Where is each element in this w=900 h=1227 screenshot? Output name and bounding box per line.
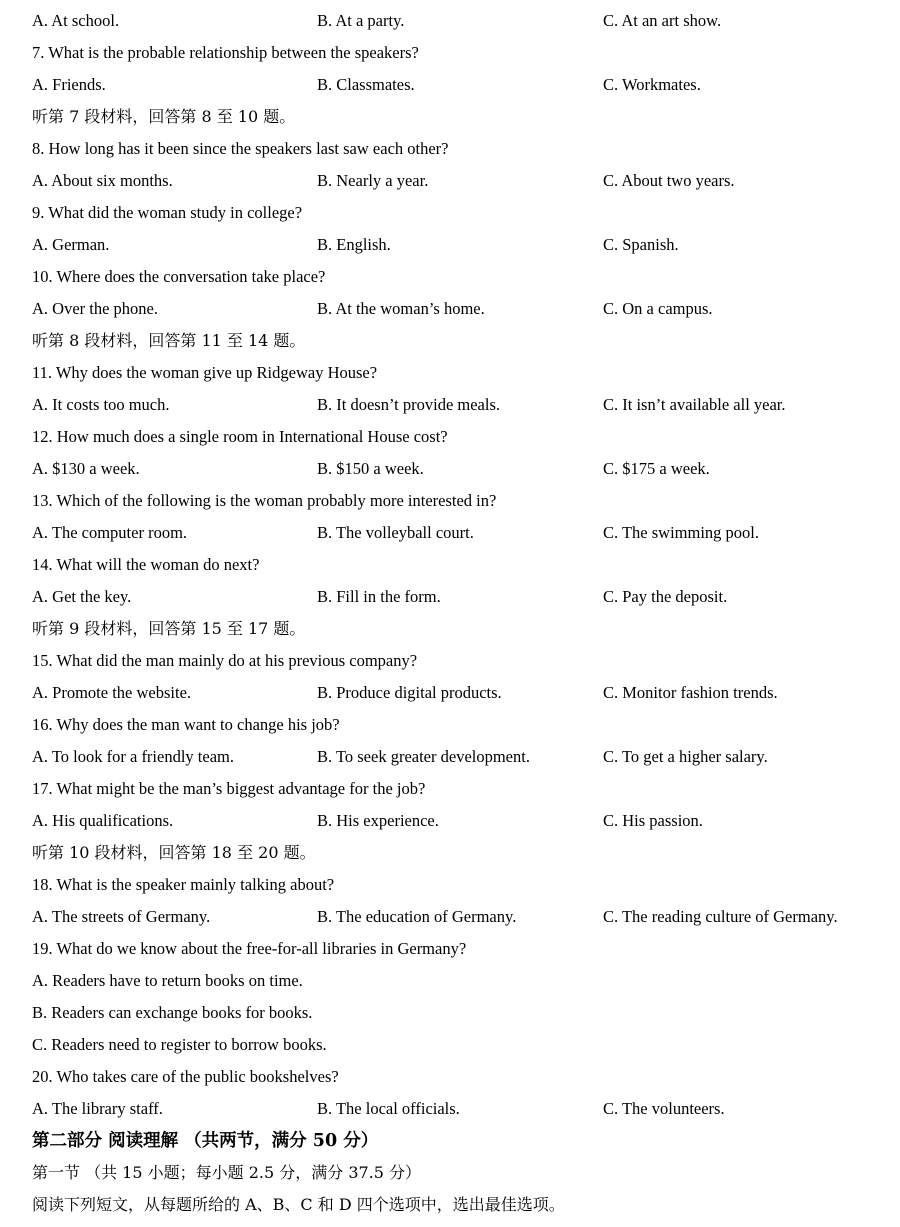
instruction-text: 听第 9 段材料，回答第 15 至 17 题。	[32, 619, 306, 638]
question-text: 15. What did the man mainly do at his previous company?	[32, 651, 418, 670]
question-line	[32, 37, 882, 69]
question-line	[32, 645, 882, 677]
option-a: A. It costs too much.	[32, 395, 170, 414]
question-text: 14. What will the woman do next?	[32, 555, 260, 574]
question-line	[32, 357, 882, 389]
question-text: 19. What do we know about the free-for-all libraries in Germany?	[32, 939, 467, 958]
option-c: C. Workmates.	[603, 75, 701, 94]
question-text: A. Readers have to return books on time.	[32, 971, 303, 990]
question-line	[32, 709, 882, 741]
option-a: A. Friends.	[32, 75, 106, 94]
option-b: B. The volleyball court.	[317, 523, 474, 542]
question-text: 11. Why does the woman give up Ridgeway House?	[32, 363, 378, 382]
option-b: B. Produce digital products.	[317, 683, 502, 702]
answer-options-row	[32, 901, 882, 933]
instruction-line	[32, 325, 882, 357]
question-line	[32, 933, 882, 965]
option-a: A. Get the key.	[32, 587, 132, 606]
option-b: B. English.	[317, 235, 391, 254]
instruction-line	[32, 1157, 882, 1189]
answer-options-row	[32, 517, 882, 549]
option-a: A. At school.	[32, 11, 120, 30]
question-text: 17. What might be the man’s biggest advantage for the job?	[32, 779, 426, 798]
option-c: C. The swimming pool.	[603, 523, 759, 542]
option-b: B. Nearly a year.	[317, 171, 429, 190]
instruction-text: 听第 7 段材料，回答第 8 至 10 题。	[32, 107, 296, 126]
instruction-line	[32, 1189, 882, 1221]
question-line	[32, 197, 882, 229]
answer-options-row	[32, 805, 882, 837]
option-c: C. $175 a week.	[603, 459, 710, 478]
option-c: C. Spanish.	[603, 235, 679, 254]
answer-options-row	[32, 229, 882, 261]
instruction-text: 听第 8 段材料，回答第 11 至 14 题。	[32, 331, 306, 350]
option-a: A. German.	[32, 235, 110, 254]
option-a: A. About six months.	[32, 171, 173, 190]
option-b: B. At a party.	[317, 11, 405, 30]
option-b: B. The local officials.	[317, 1099, 460, 1118]
answer-options-row	[32, 677, 882, 709]
question-text: 13. Which of the following is the woman probably more interested in?	[32, 491, 497, 510]
option-c: C. The reading culture of Germany.	[603, 907, 838, 926]
question-line	[32, 1061, 882, 1093]
option-a: A. His qualifications.	[32, 811, 174, 830]
exam-page	[32, 5, 882, 1221]
option-c: C. His passion.	[603, 811, 703, 830]
question-text: 10. Where does the conversation take place?	[32, 267, 326, 286]
option-c: C. Pay the deposit.	[603, 587, 728, 606]
question-text: 20. Who takes care of the public bookshelves?	[32, 1067, 339, 1086]
option-a: A. $130 a week.	[32, 459, 140, 478]
option-c: C. About two years.	[603, 171, 735, 190]
question-line	[32, 133, 882, 165]
option-a: A. The computer room.	[32, 523, 188, 542]
answer-options-row	[32, 389, 882, 421]
answer-options-row	[32, 165, 882, 197]
option-b: B. The education of Germany.	[317, 907, 517, 926]
question-text: 9. What did the woman study in college?	[32, 203, 303, 222]
option-b: B. At the woman’s home.	[317, 299, 485, 318]
instruction-text: 阅读下列短文，从每题所给的 A、B、C 和 D 四个选项中，选出最佳选项。	[32, 1195, 565, 1214]
question-line	[32, 965, 882, 997]
instruction-text: 听第 10 段材料，回答第 18 至 20 题。	[32, 843, 316, 862]
option-a: A. To look for a friendly team.	[32, 747, 234, 766]
option-a: A. The library staff.	[32, 1099, 163, 1118]
option-b: B. His experience.	[317, 811, 439, 830]
question-text: 8. How long has it been since the speakers last saw each other?	[32, 139, 449, 158]
instruction-line	[32, 613, 882, 645]
option-c: C. At an art show.	[603, 11, 722, 30]
option-b: B. Classmates.	[317, 75, 415, 94]
option-a: A. Over the phone.	[32, 299, 159, 318]
question-line	[32, 773, 882, 805]
answer-options-row	[32, 1093, 882, 1125]
option-b: B. Fill in the form.	[317, 587, 441, 606]
answer-options-row	[32, 5, 882, 37]
answer-options-row	[32, 741, 882, 773]
section-heading	[32, 1125, 882, 1157]
instruction-line	[32, 101, 882, 133]
option-b: B. It doesn’t provide meals.	[317, 395, 500, 414]
option-c: C. To get a higher salary.	[603, 747, 768, 766]
question-line	[32, 421, 882, 453]
question-line	[32, 549, 882, 581]
instruction-text: 第一节 （共 15 小题；每小题 2.5 分，满分 37.5 分）	[32, 1163, 422, 1182]
option-a: A. The streets of Germany.	[32, 907, 211, 926]
option-c: C. The volunteers.	[603, 1099, 725, 1118]
option-a: A. Promote the website.	[32, 683, 192, 702]
option-c: C. Monitor fashion trends.	[603, 683, 778, 702]
question-line	[32, 869, 882, 901]
question-line	[32, 1029, 882, 1061]
question-line	[32, 261, 882, 293]
question-text: B. Readers can exchange books for books.	[32, 1003, 313, 1022]
instruction-line	[32, 837, 882, 869]
answer-options-row	[32, 69, 882, 101]
question-text: 12. How much does a single room in International House cost?	[32, 427, 448, 446]
answer-options-row	[32, 293, 882, 325]
question-line	[32, 485, 882, 517]
option-b: B. $150 a week.	[317, 459, 424, 478]
answer-options-row	[32, 453, 882, 485]
question-text: 7. What is the probable relationship between the speakers?	[32, 43, 419, 62]
option-c: C. It isn’t available all year.	[603, 395, 786, 414]
question-text: C. Readers need to register to borrow books.	[32, 1035, 327, 1054]
question-text: 16. Why does the man want to change his job?	[32, 715, 340, 734]
option-b: B. To seek greater development.	[317, 747, 530, 766]
section-heading-text: 第二部分 阅读理解 （共两节，满分 50 分）	[32, 1131, 379, 1151]
question-line	[32, 997, 882, 1029]
question-text: 18. What is the speaker mainly talking about?	[32, 875, 335, 894]
option-c: C. On a campus.	[603, 299, 713, 318]
answer-options-row	[32, 581, 882, 613]
